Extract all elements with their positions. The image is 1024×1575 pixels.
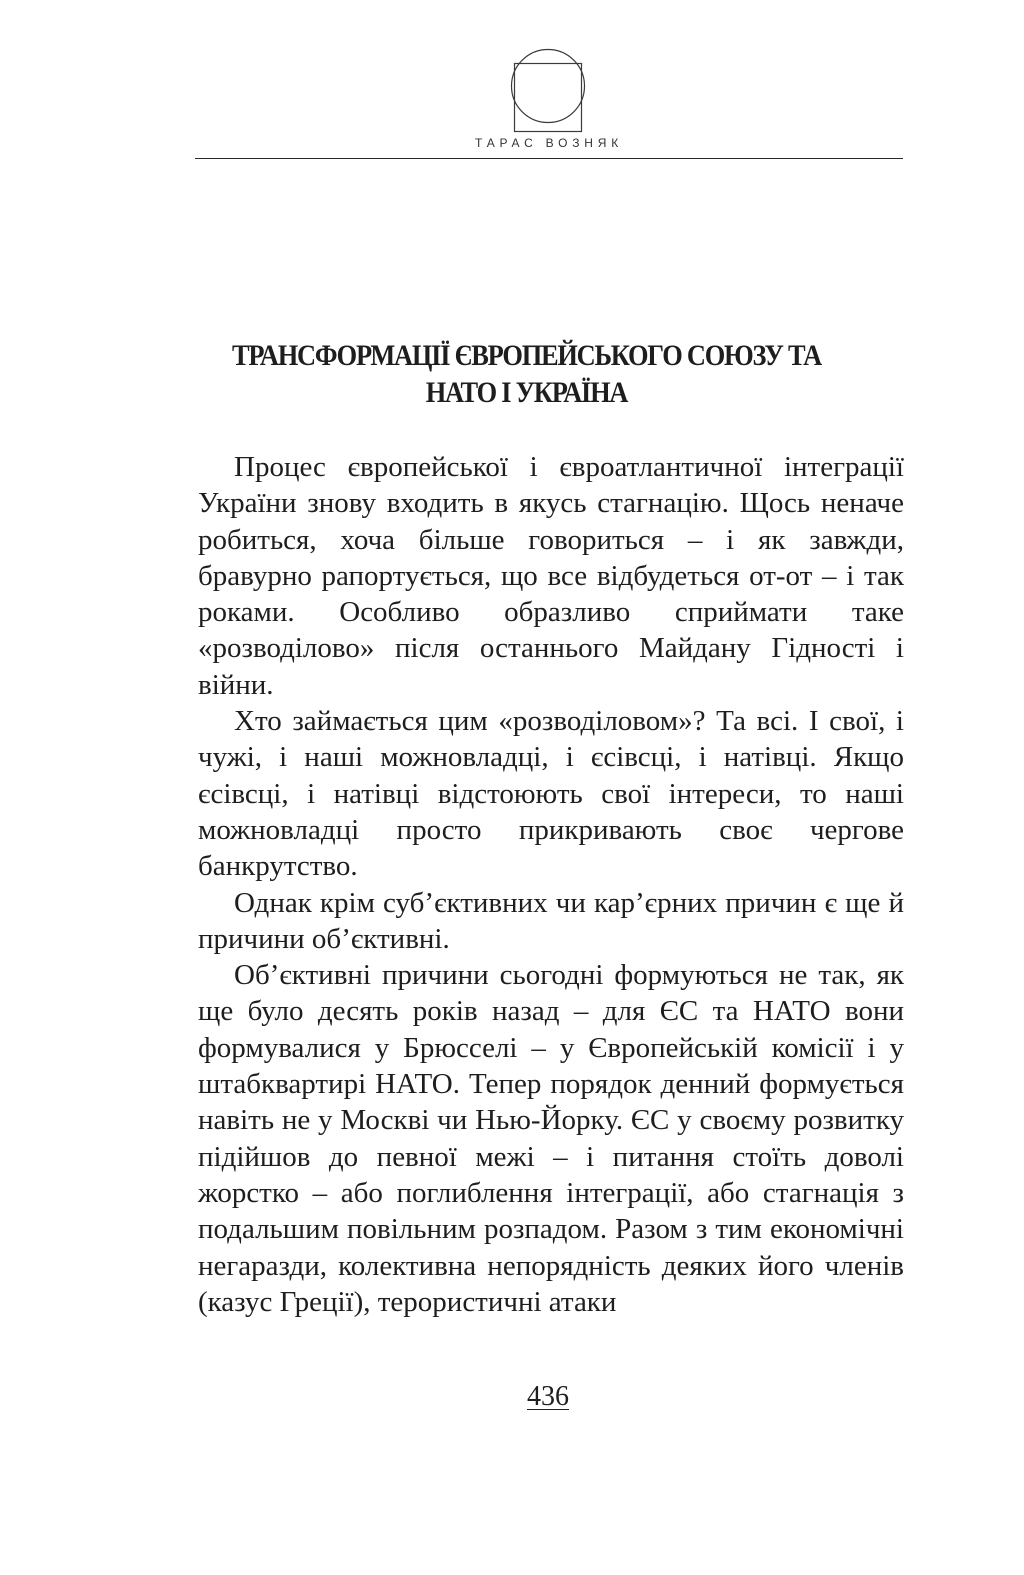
paragraph-2: Хто займається цим «розводіловом»? Та всі. І свої, і чужі, і наші можновладці, і єсівсці, і натівці. Якщо єсівсці, і натівці відстоюють свої інтереси, то наші можновладці просто прикривають своє чергове банкрутство.: [198, 705, 904, 883]
page-number: 436: [527, 1381, 569, 1412]
body-text: [198, 449, 904, 1320]
paragraph-1: Процес європейської і євроатлантичної інтеграції України знову входить в якусь стагнацію. Щось неначе робиться, хоча більше говориться – і як завжди, бравурно рапортується, що все відбудеться от-от – і так роками. Особливо образливо сприймати таке «розводілово» після останнього Майдану Гідності і війни.: [198, 451, 904, 701]
page-number-footer: [500, 1379, 596, 1415]
circle-square-emblem-icon: [508, 46, 588, 134]
chapter-title: [200, 337, 853, 411]
header-rule: [195, 158, 903, 159]
chapter-title-line-2: НАТО І УКРАЇНА: [425, 376, 628, 409]
running-head-author: ТАРАС ВОЗНЯК: [475, 136, 623, 150]
paragraph-3: Однак крім суб’єктивних чи кар’єрних причин є ще й причини об’єктивні.: [198, 886, 904, 955]
paragraph-4: Об’єктивні причини сьогодні формуються не так, як ще було десять років назад – для ЄС та НАТО вони формувалися у Брюсселі – у Європейській комісії і у штабквартирі НАТО. Тепер порядок денний формується навіть не у Москві чи Нью-Йорку. ЄС у своєму розвитку підійшов до певної межі – і питання стоїть доволі жорстко – або поглиблення інтеграції, або стагнація з подальшим повільним розпадом. Разом з тим економічні негаразди, колективна непорядність деяких його членів (казус Греції), терористичні атаки: [198, 959, 904, 1318]
chapter-title-line-1: ТРАНСФОРМАЦІЇ ЄВРОПЕЙСЬКОГО СОЮЗУ ТА: [232, 339, 821, 372]
